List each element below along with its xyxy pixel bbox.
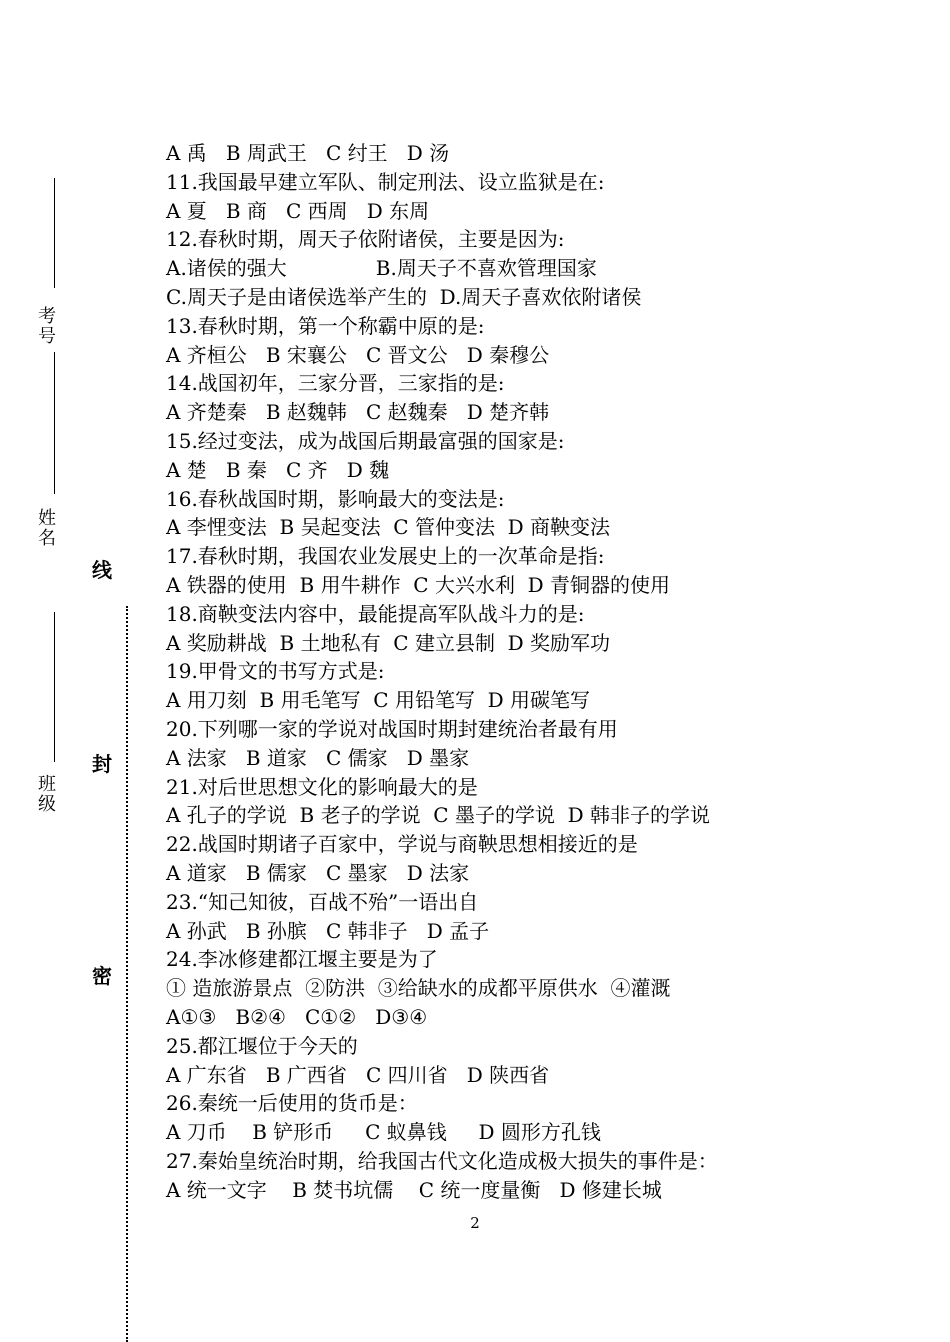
exam-no-blank <box>54 178 55 288</box>
question-text: 13.春秋时期，第一个称霸中原的是: <box>166 313 485 338</box>
question-text: 20.下列哪一家的学说对战国时期封建统治者最有用 <box>166 716 618 741</box>
answer-options: A 楚 B 秦 C 齐 D 魏 <box>166 457 390 482</box>
answer-options: A 齐桓公 B 宋襄公 C 晋文公 D 秦穆公 <box>166 342 550 367</box>
answer-options: A 用刀刻 B 用毛笔写 C 用铅笔写 D 用碳笔写 <box>166 688 591 713</box>
question-text: 16.春秋战国时期，影响最大的变法是: <box>166 486 505 511</box>
class-blank <box>54 612 55 762</box>
question-list <box>166 139 806 1204</box>
answer-options: A 铁器的使用 B 用牛耕作 C 大兴水利 D 青铜器的使用 <box>166 572 671 597</box>
page-number: 2 <box>470 1214 480 1232</box>
seal-feng-char: 封 <box>92 752 112 776</box>
question-text: 25.都江堰位于今天的 <box>166 1033 358 1058</box>
answer-options: A 刀币 B 铲形币 C 蚁鼻钱 D 圆形方孔钱 <box>166 1120 601 1145</box>
answer-options: A 孙武 B 孙膑 C 韩非子 D 孟子 <box>166 918 490 943</box>
question-text: 14.战国初年，三家分晋，三家指的是: <box>166 371 505 396</box>
seal-mi-char: 密 <box>92 964 112 988</box>
seal-xian-char: 线 <box>92 558 112 582</box>
class-label: 班级 <box>35 774 56 814</box>
answer-options: A 统一文字 B 焚书坑儒 C 统一度量衡 D 修建长城 <box>166 1177 662 1202</box>
answer-options: A 夏 B 商 C 西周 D 东周 <box>166 198 430 223</box>
question-text: 22.战国时期诸子百家中，学说与商鞅思想相接近的是 <box>166 832 638 857</box>
question-text: 26.秦统一后使用的货币是： <box>166 1091 418 1116</box>
question-text: 21.对后世思想文化的影响最大的是 <box>166 774 478 799</box>
question-text: 11.我国最早建立军队、制定刑法、设立监狱是在: <box>166 169 605 194</box>
question-text: 15.经过变法，成为战国后期最富强的国家是: <box>166 428 565 453</box>
answer-options: A 法家 B 道家 C 儒家 D 墨家 <box>166 745 470 770</box>
answer-options: A 禹 B 周武王 C 纣王 D 汤 <box>166 141 450 165</box>
answer-options: A 齐楚秦 B 赵魏韩 C 赵魏秦 D 楚齐韩 <box>166 400 550 425</box>
exam-no-label: 考号 <box>35 306 56 346</box>
question-text: 12.春秋时期，周天子依附诸侯，主要是因为: <box>166 227 565 252</box>
answer-options: A①③ B②④ C①② D③④ <box>166 1004 428 1029</box>
answer-options: A 道家 B 儒家 C 墨家 D 法家 <box>166 860 470 885</box>
answer-options: ① 造旅游景点 ②防洪 ③给缺水的成都平原供水 ④灌溉 <box>166 976 671 1001</box>
question-text: 23.“知己知彼，百战不殆”一语出自 <box>166 889 479 914</box>
answer-options: A 奖励耕战 B 土地私有 C 建立县制 D 奖励军功 <box>166 630 611 655</box>
answer-options: A 广东省 B 广西省 C 四川省 D 陕西省 <box>166 1062 550 1087</box>
name-label: 姓名 <box>35 508 56 548</box>
answer-options: C.周天子是由诸侯选举产生的 D.周天子喜欢依附诸侯 <box>166 284 642 309</box>
question-text: 19.甲骨文的书写方式是: <box>166 659 385 684</box>
question-text: 27.秦始皇统治时期，给我国古代文化造成极大损失的事件是： <box>166 1148 718 1173</box>
question-text: 24.李冰修建都江堰主要是为了 <box>166 947 438 972</box>
name-blank <box>54 352 55 494</box>
answer-options: A 孔子的学说 B 老子的学说 C 墨子的学说 D 韩非子的学说 <box>166 803 711 828</box>
answer-options: A 李悝变法 B 吴起变法 C 管仲变法 D 商鞅变法 <box>166 515 611 540</box>
answer-options: A.诸侯的强大 B.周天子不喜欢管理国家 <box>166 256 597 281</box>
question-text: 18.商鞅变法内容中，最能提高军队战斗力的是: <box>166 601 585 626</box>
question-text: 17.春秋时期，我国农业发展史上的一次革命是指: <box>166 544 605 569</box>
